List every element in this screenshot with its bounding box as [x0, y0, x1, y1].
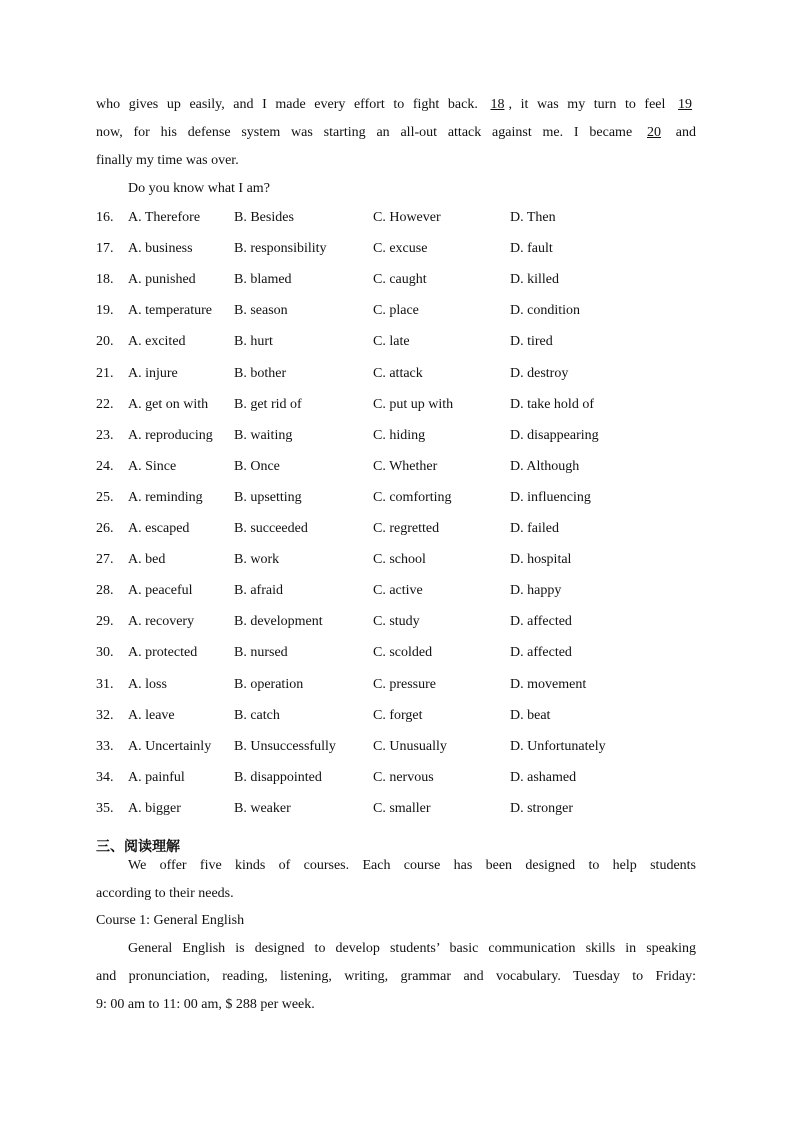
option-d: D. disappearing	[510, 427, 599, 443]
intro-line-1: We offer five kinds of courses. Each course has been designed to help students	[128, 858, 696, 873]
question-number: 28.	[96, 583, 114, 599]
option-b: B. catch	[234, 707, 280, 723]
option-c: C. put up with	[373, 396, 454, 412]
option-b: B. season	[234, 303, 288, 319]
question-number: 23.	[96, 427, 114, 443]
option-b: B. hurt	[234, 334, 273, 350]
option-d: D. condition	[510, 303, 580, 319]
option-c: C. regretted	[373, 521, 440, 536]
option-a: A. reminding	[128, 489, 203, 505]
blank-18: 18	[490, 97, 505, 112]
option-c: C. forget	[373, 707, 423, 723]
option-a: A. business	[128, 241, 193, 257]
option-c: C. active	[373, 583, 423, 599]
option-c: C. comforting	[373, 489, 452, 505]
option-d: D. affected	[510, 645, 572, 661]
question-number: 35.	[96, 800, 114, 816]
option-b: B. nursed	[234, 645, 288, 661]
option-a: A. recovery	[128, 614, 195, 630]
option-d: D. destroy	[510, 365, 569, 381]
option-a: A. injure	[128, 365, 178, 381]
option-b: B. Unsuccessfully	[234, 738, 336, 754]
option-a: A. bigger	[128, 800, 181, 816]
question-number: 19.	[96, 303, 114, 319]
question-number: 31.	[96, 676, 114, 692]
option-c: C. hiding	[373, 427, 426, 443]
option-c: C. caught	[373, 272, 427, 288]
option-a: A. protected	[128, 645, 198, 661]
course-desc-line-3: 9: 00 am to 11: 00 am, $ 288 per week.	[96, 997, 315, 1012]
course-title: Course 1: General English	[96, 913, 245, 928]
option-c: C. excuse	[373, 241, 428, 257]
blank-19: 19	[678, 97, 693, 112]
option-c: C. smaller	[373, 800, 431, 816]
option-c: C. place	[373, 303, 419, 319]
question-number: 26.	[96, 521, 114, 536]
option-b: B. Besides	[234, 210, 294, 225]
course-desc-line-1: General English is designed to develop students’ basic communication skills in speaking	[128, 941, 696, 956]
option-a: A. painful	[128, 769, 185, 785]
option-c: C. attack	[373, 365, 423, 381]
blank-20: 20	[646, 125, 661, 140]
option-b: B. weaker	[234, 800, 291, 816]
option-b: B. succeeded	[234, 521, 308, 536]
option-a: A. leave	[128, 707, 175, 723]
option-c: C. Whether	[373, 458, 438, 474]
option-b: B. operation	[234, 676, 304, 692]
option-d: D. affected	[510, 614, 572, 630]
option-a: A. bed	[128, 552, 166, 568]
option-a: A. punished	[128, 272, 196, 288]
option-b: B. bother	[234, 365, 287, 381]
question-number: 24.	[96, 458, 114, 474]
option-d: D. happy	[510, 583, 562, 599]
question-number: 29.	[96, 614, 114, 630]
option-d: D. fault	[510, 241, 553, 257]
question-number: 32.	[96, 707, 114, 723]
passage-line-2	[96, 125, 696, 141]
option-b: B. afraid	[234, 583, 283, 599]
option-a: A. get on with	[128, 396, 209, 412]
option-a: A. peaceful	[128, 583, 193, 599]
question-number: 22.	[96, 396, 114, 412]
passage-text: who gives up easily, and I made every effort to fight back.	[96, 97, 478, 112]
question-number: 21.	[96, 365, 114, 381]
option-c: C. late	[373, 334, 410, 350]
question-number: 16.	[96, 210, 114, 225]
passage-text: , it was my turn to feel	[508, 97, 666, 112]
passage-line-1	[96, 97, 696, 113]
option-b: B. disappointed	[234, 769, 322, 785]
option-b: B. waiting	[234, 427, 293, 443]
option-d: D. Unfortunately	[510, 738, 606, 754]
option-b: B. Once	[234, 458, 280, 474]
option-d: D. failed	[510, 521, 559, 536]
option-d: D. Then	[510, 210, 556, 225]
option-a: A. Uncertainly	[128, 738, 212, 754]
option-c: C. pressure	[373, 676, 436, 692]
option-d: D. take hold of	[510, 396, 594, 412]
question-number: 17.	[96, 241, 114, 257]
option-c: C. scolded	[373, 645, 433, 661]
option-b: B. work	[234, 552, 280, 568]
option-b: B. get rid of	[234, 396, 302, 412]
question-number: 30.	[96, 645, 114, 661]
passage-question: Do you know what I am?	[128, 181, 270, 196]
option-d: D. hospital	[510, 552, 572, 568]
intro-line-2: according to their needs.	[96, 886, 234, 901]
question-number: 34.	[96, 769, 114, 785]
option-d: D. ashamed	[510, 769, 577, 785]
option-d: D. influencing	[510, 489, 591, 505]
question-number: 18.	[96, 272, 114, 288]
option-d: D. beat	[510, 707, 551, 723]
question-number: 25.	[96, 489, 114, 505]
option-a: A. loss	[128, 676, 167, 692]
option-a: A. Since	[128, 458, 177, 474]
option-d: D. movement	[510, 676, 587, 692]
option-c: C. Unusually	[373, 738, 447, 754]
question-number: 20.	[96, 334, 114, 350]
option-a: A. escaped	[128, 521, 190, 536]
option-c: C. study	[373, 614, 420, 630]
course-desc-line-2: and pronunciation, reading, listening, writing, grammar and vocabulary. Tuesday to Friday:	[96, 969, 696, 984]
question-number: 33.	[96, 738, 114, 754]
option-b: B. responsibility	[234, 241, 327, 257]
section-heading: 三、阅读理解	[96, 839, 180, 855]
option-d: D. Although	[510, 458, 580, 474]
option-b: B. blamed	[234, 272, 292, 288]
passage-text: now, for his defense system was starting an all-out attack against me. I became	[96, 125, 633, 140]
question-number: 27.	[96, 552, 114, 568]
passage-line-3: finally my time was over.	[96, 153, 239, 168]
option-b: B. upsetting	[234, 489, 302, 505]
option-c: C. nervous	[373, 769, 434, 785]
passage-text: and	[675, 125, 696, 140]
option-a: A. reproducing	[128, 427, 213, 443]
option-b: B. development	[234, 614, 323, 630]
option-d: D. stronger	[510, 800, 573, 816]
option-a: A. excited	[128, 334, 186, 350]
option-d: D. killed	[510, 272, 559, 288]
option-a: A. Therefore	[128, 210, 201, 225]
option-c: C. However	[373, 210, 441, 225]
option-a: A. temperature	[128, 303, 212, 319]
option-c: C. school	[373, 552, 426, 568]
option-d: D. tired	[510, 334, 553, 350]
